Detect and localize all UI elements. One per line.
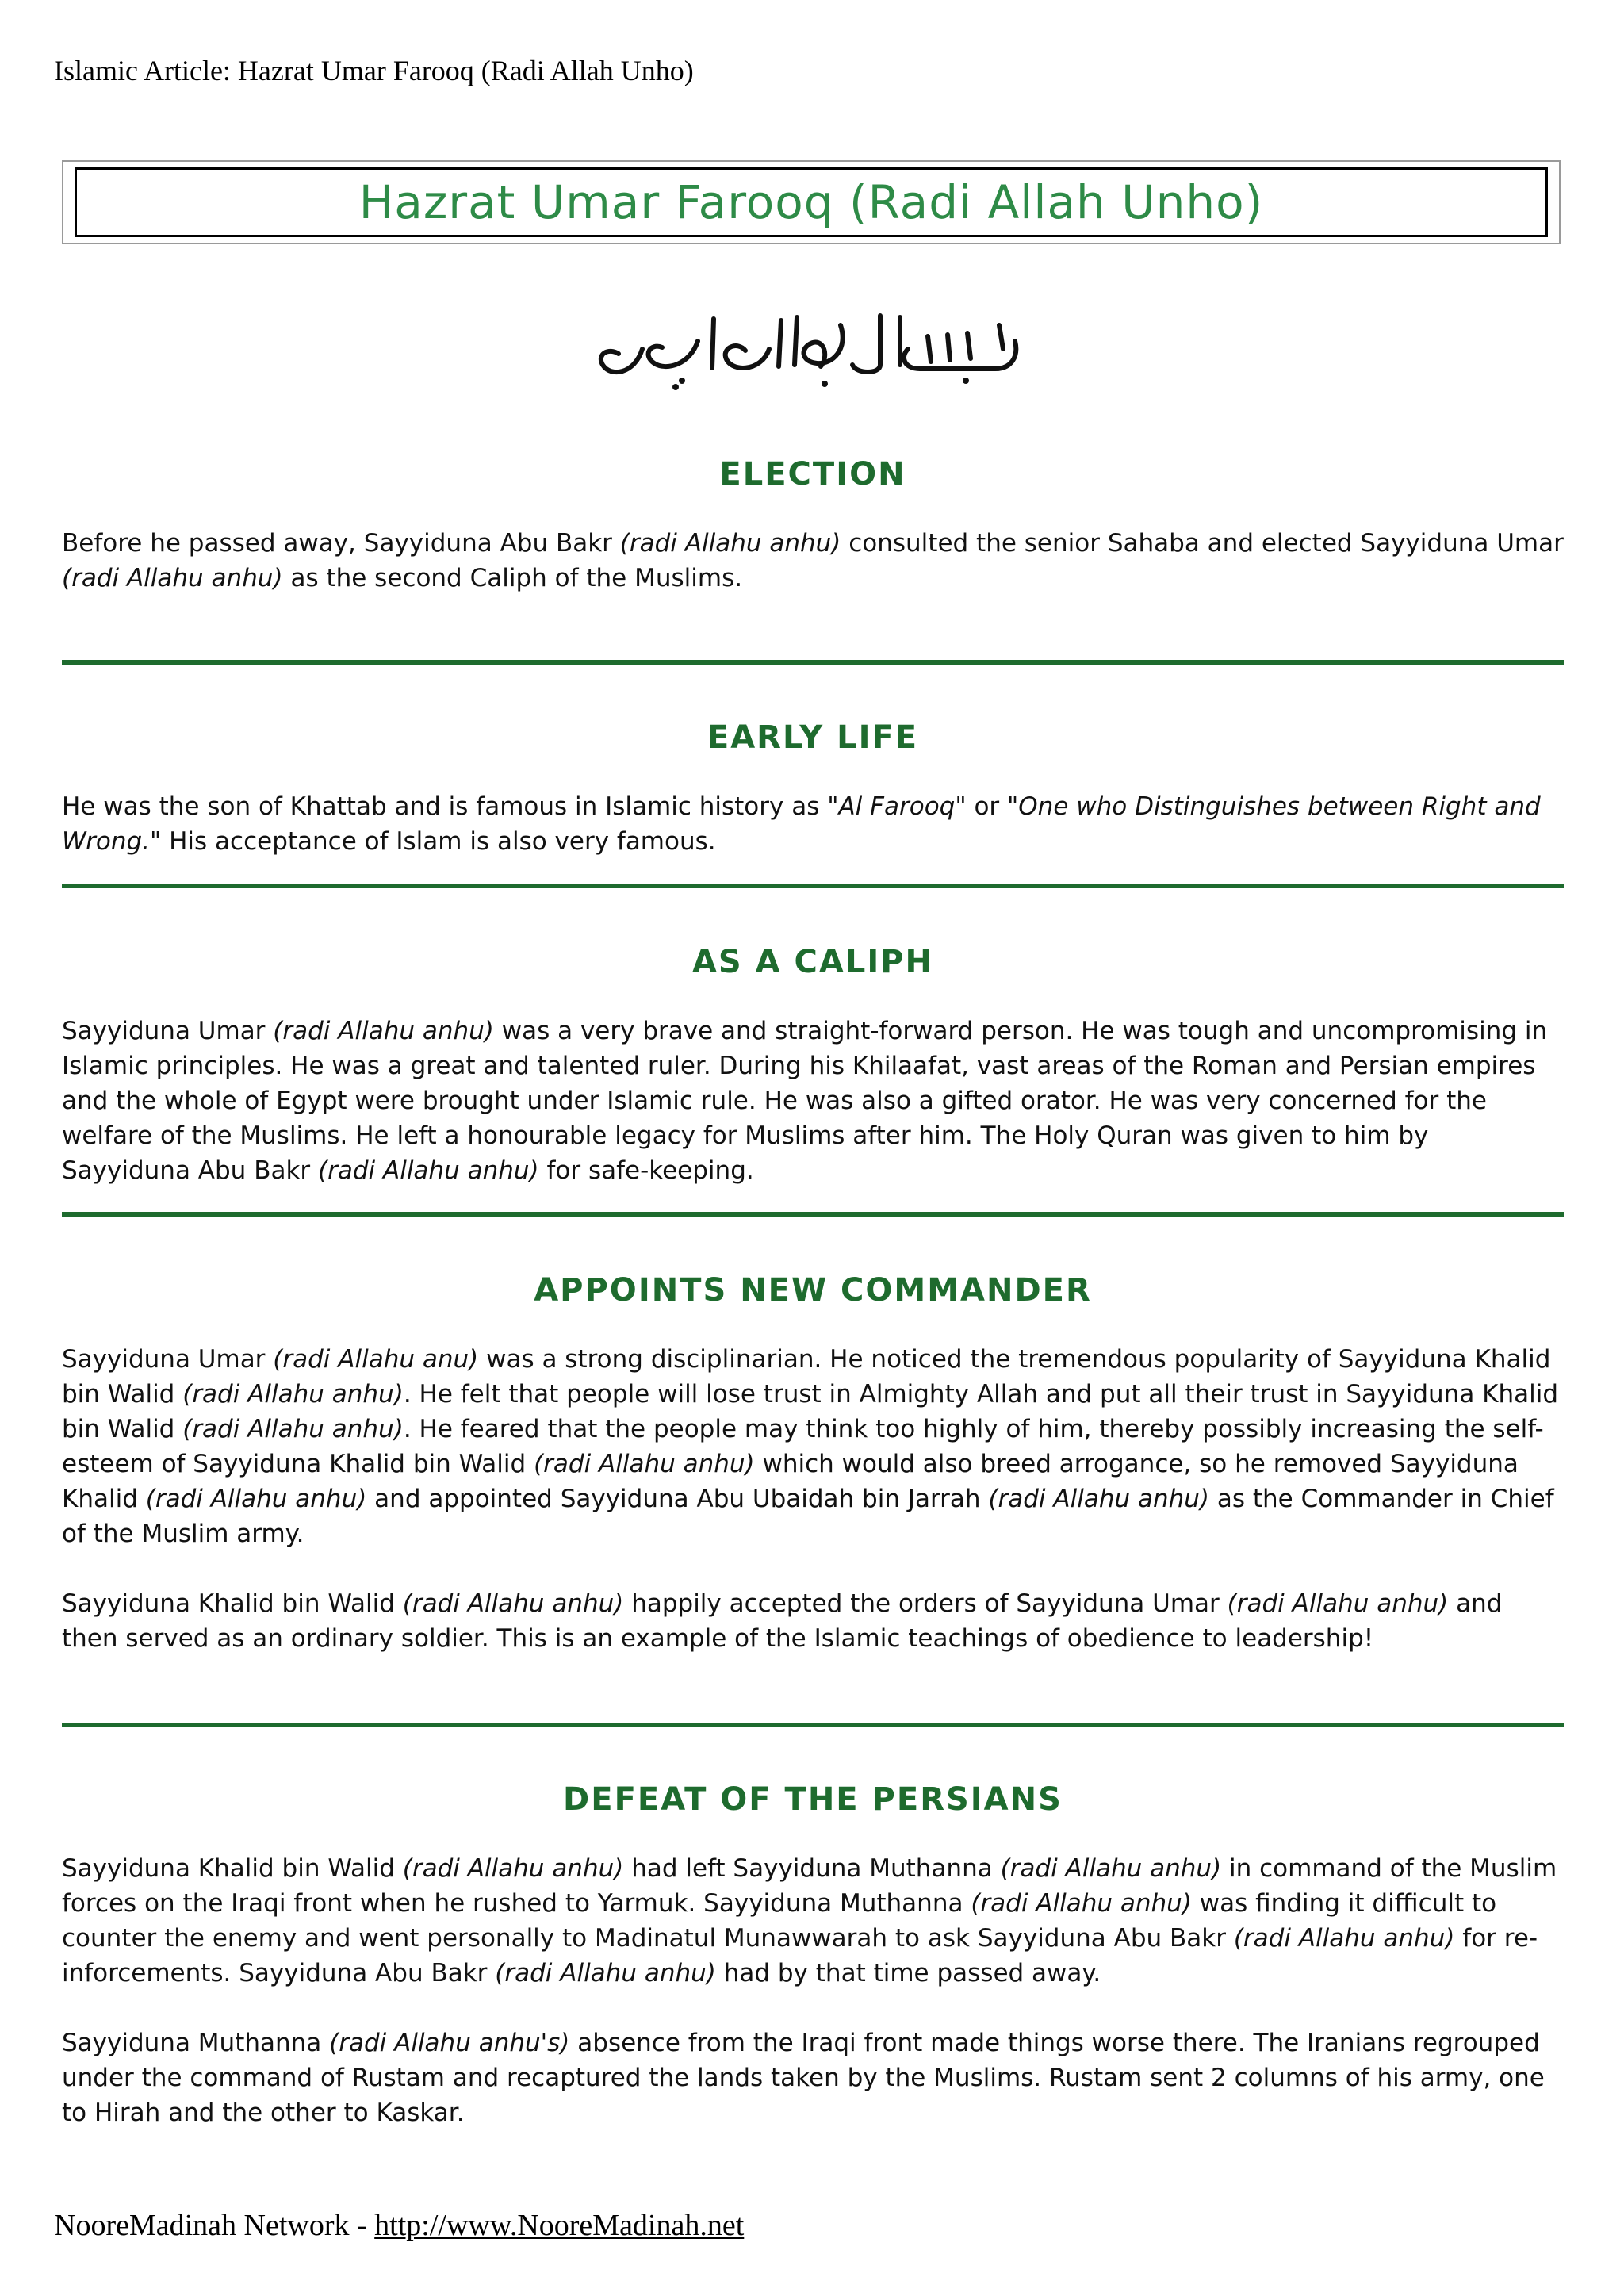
- page-footer: [54, 2208, 744, 2243]
- page-header: Islamic Article: Hazrat Umar Farooq (Radi Allah Unho): [54, 55, 694, 86]
- section-election: [62, 456, 1564, 596]
- section-divider: [62, 1212, 1564, 1217]
- section-divider: [62, 1723, 1564, 1727]
- section-heading: ELECTION: [719, 456, 906, 493]
- section-appoints-new-commander: [62, 1272, 1564, 1656]
- section-defeat-of-the-persians: [62, 1781, 1564, 2130]
- title-box-inner: [75, 167, 1548, 237]
- paragraph: Sayyiduna Umar (radi Allahu anu) was a strong disciplinarian. He noticed the tremendous popularity of Sayyiduna Khalid bin Walid (radi Allahu anhu). He felt that people will lose trust in Almighty Allah and put all their trust in Sayyiduna Khalid bin Walid (radi Allahu anhu). He feared that the people may think too highly of him, thereby possibly increasing the self-esteem of Sayyiduna Khalid bin Walid (radi Allahu anhu) which would also breed arrogance, so he removed Sayyiduna Khalid (radi Allahu anhu) and appointed Sayyiduna Abu Ubaidah bin Jarrah (radi Allahu anhu) as the Commander in Chief of the Muslim army.: [62, 1345, 1559, 1548]
- footer-link[interactable]: http://www.NooreMadinah.net: [374, 2209, 745, 2242]
- section-heading: APPOINTS NEW COMMANDER: [534, 1272, 1092, 1309]
- section-divider: [62, 884, 1564, 888]
- paragraph: Sayyiduna Umar (radi Allahu anhu) was a very brave and straight-forward person. He was tough and uncompromising in Islamic principles. He was a great and talented ruler. During his Khilaafat, vast areas of the Roman and Persian empires and the whole of Egypt were brought under Islamic rule. He was also a gifted orator. He was very concerned for the welfare of the Muslims. He left a honourable legacy for Muslims after him. The Holy Quran was given to him by Sayyiduna Abu Bakr (radi Allahu anhu) for safe-keeping.: [62, 1017, 1548, 1185]
- title-box: [62, 160, 1561, 244]
- paragraph: Sayyiduna Khalid bin Walid (radi Allahu anhu) had left Sayyiduna Muthanna (radi Allahu anhu) in command of the Muslim forces on the Iraqi front when he rushed to Yarmuk. Sayyiduna Muthanna (radi Allahu anhu) was finding it difficult to counter the enemy and went personally to Madinatul Munawwarah to ask Sayyiduna Abu Bakr (radi Allahu anhu) for re-inforcements. Sayyiduna Abu Bakr (radi Allahu anhu) had by that time passed away.: [62, 1854, 1557, 1987]
- section-heading: EARLY LIFE: [707, 719, 919, 756]
- paragraph: Before he passed away, Sayyiduna Abu Bakr (radi Allahu anhu) consulted the senior Sahaba and elected Sayyiduna Umar (radi Allahu anhu) as the second Caliph of the Muslims.: [62, 529, 1564, 592]
- section-early-life: [62, 719, 1564, 859]
- section-heading: AS A CALIPH: [691, 944, 934, 980]
- section-as-a-caliph: [62, 944, 1564, 1188]
- section-divider: [62, 660, 1564, 665]
- section-heading: DEFEAT OF THE PERSIANS: [563, 1781, 1063, 1818]
- page-title: Hazrat Umar Farooq (Radi Allah Unho): [358, 175, 1264, 229]
- paragraph: He was the son of Khattab and is famous in Islamic history as "Al Farooq" or "One who Distinguishes between Right and Wrong." His acceptance of Islam is also very famous.: [62, 792, 1541, 856]
- bismillah-calligraphy-icon: [587, 301, 1031, 397]
- footer-label: NooreMadinah Network -: [54, 2209, 375, 2242]
- paragraph: Sayyiduna Muthanna (radi Allahu anhu's) absence from the Iraqi front made things worse there. The Iranians regrouped under the command of Rustam and recaptured the lands taken by the Muslims. Rustam sent 2 columns of his army, one to Hirah and the other to Kaskar.: [62, 2029, 1545, 2127]
- paragraph: Sayyiduna Khalid bin Walid (radi Allahu anhu) happily accepted the orders of Sayyiduna Umar (radi Allahu anhu) and then served as an ordinary soldier. This is an example of the Islamic teachings of obedience to leadership!: [62, 1589, 1503, 1653]
